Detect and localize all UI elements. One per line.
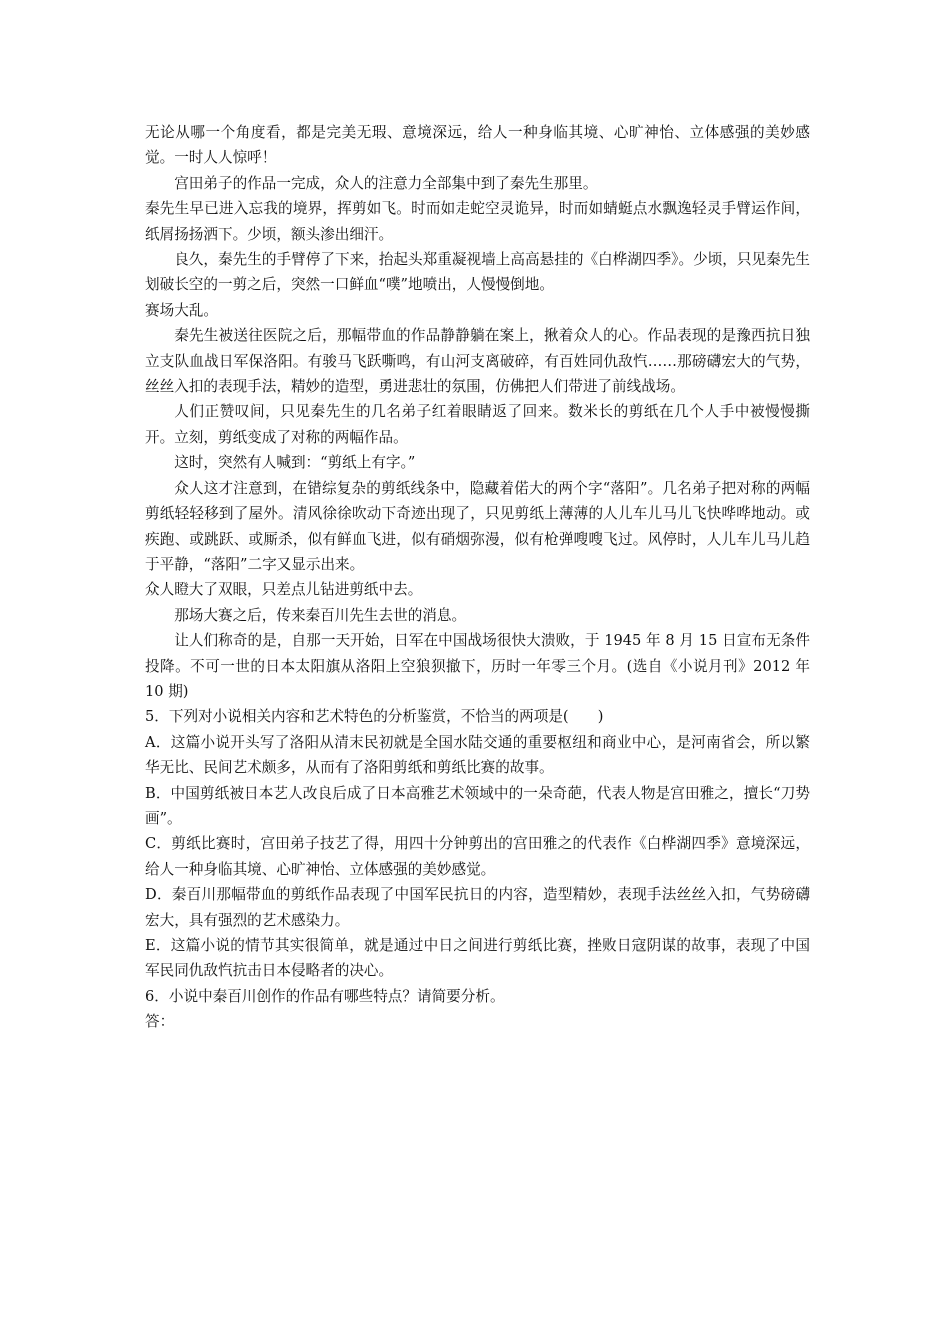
paragraph: 无论从哪一个角度看，都是完美无瑕、意境深远，给人一种身临其境、心旷神怡、立体感强的美妙感觉。一时人人惊呼！ [145,124,810,167]
paragraph: 众人瞪大了双眼，只差点儿钻进剪纸中去。 [145,581,423,599]
question-section [145,704,810,1034]
paragraph: 人们正赞叹间，只见秦先生的几名弟子红着眼睛返了回来。数米长的剪纸在几个人手中被慢慢撕开。立刻，剪纸变成了对称的两幅作品。 [145,403,810,446]
story-passage [145,120,810,704]
paragraph: 秦先生早已进入忘我的境界，挥剪如飞。时而如走蛇空灵诡异，时而如蜻蜓点水飘逸轻灵手臂运作间，纸屑扬扬洒下。少顷，额头渗出细汗。 [145,200,810,243]
paragraph: 良久，秦先生的手臂停了下来，抬起头郑重凝视墙上高高悬挂的《白桦湖四季》。少顷，只见秦先生划破长空的一剪之后，突然一口鲜血“噗”地喷出，人慢慢倒地。 [145,251,810,294]
paragraph: 让人们称奇的是，自那一天开始，日军在中国战场很快大溃败，于 1945 年 8 月 15 日宣布无条件投降。不可一世的日本太阳旗从洛阳上空狼狈撤下，历时一年零三个月。(选自《小说月刊》2012 年 10 期) [145,632,810,700]
option-e: E．这篇小说的情节其实很简单，就是通过中日之间进行剪纸比赛，挫败日寇阴谋的故事，表现了中国军民同仇敌忾抗击日本侵略者的决心。 [145,937,810,980]
paragraph: 宫田弟子的作品一完成，众人的注意力全部集中到了秦先生那里。 [174,174,598,192]
paragraph: 众人这才注意到，在错综复杂的剪纸线条中，隐藏着偌大的两个字“落阳”。几名弟子把对称的两幅剪纸轻轻移到了屋外。清风徐徐吹动下奇迹出现了，只见剪纸上薄薄的人儿车儿马儿飞快哗哗地动。或疾跑、或跳跃、或厮杀，似有鲜血飞进，似有硝烟弥漫，似有枪弹嗖嗖飞过。风停时，人儿车儿马儿趋于平静，“落阳”二字又显示出来。 [145,479,810,573]
question-6-stem: 6．小说中秦百川创作的作品有哪些特点？请简要分析。 [145,987,505,1005]
option-c: C．剪纸比赛时，宫田弟子技艺了得，用四十分钟剪出的宫田雅之的代表作《白桦湖四季》意境深远，给人一种身临其境、心旷神怡、立体感强的美妙感觉。 [145,835,810,878]
question-5-stem: 5．下列对小说相关内容和艺术特色的分析鉴赏，不恰当的两项是( ) [145,708,604,726]
paragraph: 那场大赛之后，传来秦百川先生去世的消息。 [174,606,467,624]
paragraph: 赛场大乱。 [145,301,218,319]
option-b: B．中国剪纸被日本艺人改良后成了日本高雅艺术领域中的一朵奇葩，代表人物是宫田雅之，擅长“刀势画”。 [145,784,810,827]
document-page [145,120,810,1035]
paragraph: 这时，突然有人喊到：“剪纸上有字。” [174,454,416,472]
option-a: A．这篇小说开头写了洛阳从清末民初就是全国水陆交通的重要枢纽和商业中心，是河南省会，所以繁华无比、民间艺术颇多，从而有了洛阳剪纸和剪纸比赛的故事。 [145,733,810,777]
answer-label: 答： [145,1013,175,1031]
paragraph: 秦先生被送往医院之后，那幅带血的作品静静躺在案上，揪着众人的心。作品表现的是豫西抗日独立支队血战日军保洛阳。有骏马飞跃嘶鸣，有山河支离破碎，有百姓同仇敌忾……那磅礴宏大的气势，丝丝入扣的表现手法，精妙的造型，勇进悲壮的氛围，仿佛把人们带进了前线战场。 [145,327,810,396]
option-d: D．秦百川那幅带血的剪纸作品表现了中国军民抗日的内容，造型精妙，表现手法丝丝入扣，气势磅礴宏大，具有强烈的艺术感染力。 [145,886,810,929]
